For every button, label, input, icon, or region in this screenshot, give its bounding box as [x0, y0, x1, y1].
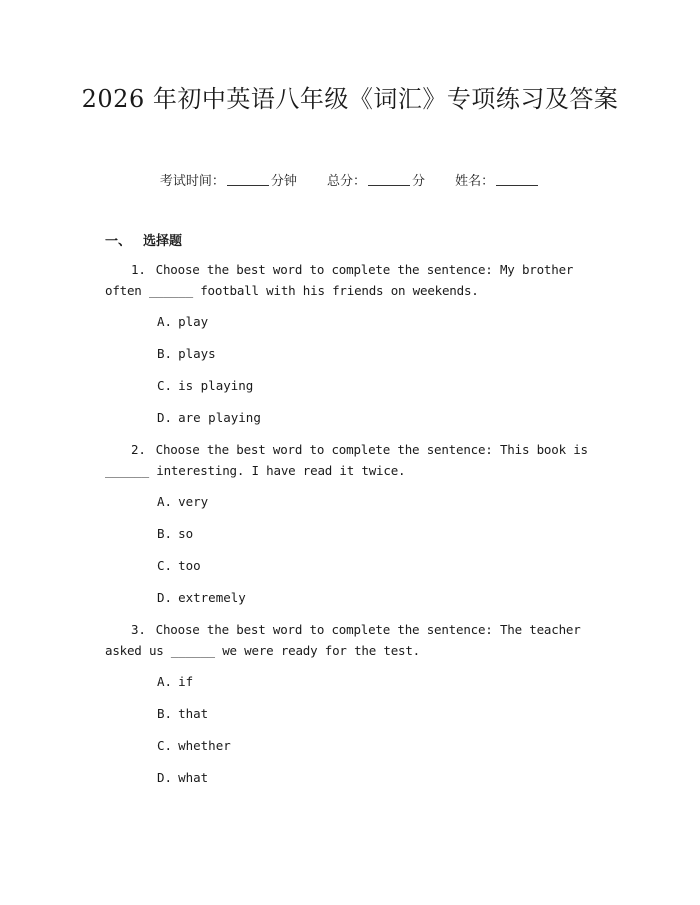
question-2-option-a — [157, 494, 208, 509]
document-title: 2026 年初中英语八年级《词汇》专项练习及答案 — [81, 85, 619, 113]
option-text: that — [178, 706, 209, 721]
question-1-option-b — [157, 346, 216, 361]
question-1 — [105, 259, 600, 301]
question-2-option-c — [157, 558, 201, 573]
option-letter: C. — [157, 558, 173, 573]
option-text: is playing — [178, 378, 254, 393]
question-1-option-c — [157, 378, 253, 393]
student-name-field — [455, 174, 540, 189]
question-2-option-d — [157, 590, 246, 605]
question-3-option-c — [157, 738, 231, 753]
option-text: plays — [178, 346, 216, 361]
question-number: 3. — [131, 622, 146, 637]
option-letter: C. — [157, 378, 173, 393]
question-3 — [105, 619, 600, 661]
section-title: 选择题 — [143, 234, 183, 249]
option-text: whether — [178, 738, 231, 753]
total-score-field — [327, 174, 429, 189]
option-text: so — [178, 526, 194, 541]
option-text: too — [178, 558, 201, 573]
question-text: Choose the best word to complete the sentence: This book is ______ interesting. I have read it twice. — [105, 442, 588, 478]
question-3-option-a — [157, 674, 193, 689]
option-text: what — [178, 770, 209, 785]
option-letter: C. — [157, 738, 173, 753]
option-letter: B. — [157, 346, 173, 361]
option-letter: A. — [157, 314, 173, 329]
option-text: if — [178, 674, 194, 689]
question-number: 1. — [131, 262, 146, 277]
question-1-option-d — [157, 410, 261, 425]
option-text: extremely — [178, 590, 246, 605]
total-score-blank — [368, 173, 410, 186]
option-letter: D. — [157, 770, 173, 785]
question-text: Choose the best word to complete the sentence: My brother often ______ football with his friends on weekends. — [105, 262, 574, 298]
option-letter: B. — [157, 706, 173, 721]
option-text: very — [178, 494, 209, 509]
option-text: are playing — [178, 410, 261, 425]
total-score-unit: 分 — [412, 174, 426, 189]
exam-time-blank — [227, 173, 269, 186]
question-3-option-b — [157, 706, 208, 721]
question-3-option-d — [157, 770, 208, 785]
section-heading — [105, 230, 182, 249]
question-2 — [105, 439, 600, 481]
option-letter: A. — [157, 674, 173, 689]
exam-info-line — [0, 170, 700, 189]
exam-time-label: 考试时间： — [159, 174, 225, 189]
question-1-option-a — [157, 314, 208, 329]
option-letter: D. — [157, 590, 173, 605]
question-number: 2. — [131, 442, 146, 457]
option-letter: B. — [157, 526, 173, 541]
exam-time-field — [160, 174, 301, 189]
total-score-label: 总分： — [326, 174, 366, 189]
exam-time-unit: 分钟 — [270, 174, 297, 189]
student-name-blank — [496, 173, 538, 186]
question-text: Choose the best word to complete the sentence: The teacher asked us ______ we were ready for the test. — [105, 622, 581, 658]
section-number: 一、 — [105, 234, 132, 249]
student-name-label: 姓名： — [455, 174, 495, 189]
option-text: play — [178, 314, 209, 329]
option-letter: D. — [157, 410, 173, 425]
option-letter: A. — [157, 494, 173, 509]
question-2-option-b — [157, 526, 193, 541]
